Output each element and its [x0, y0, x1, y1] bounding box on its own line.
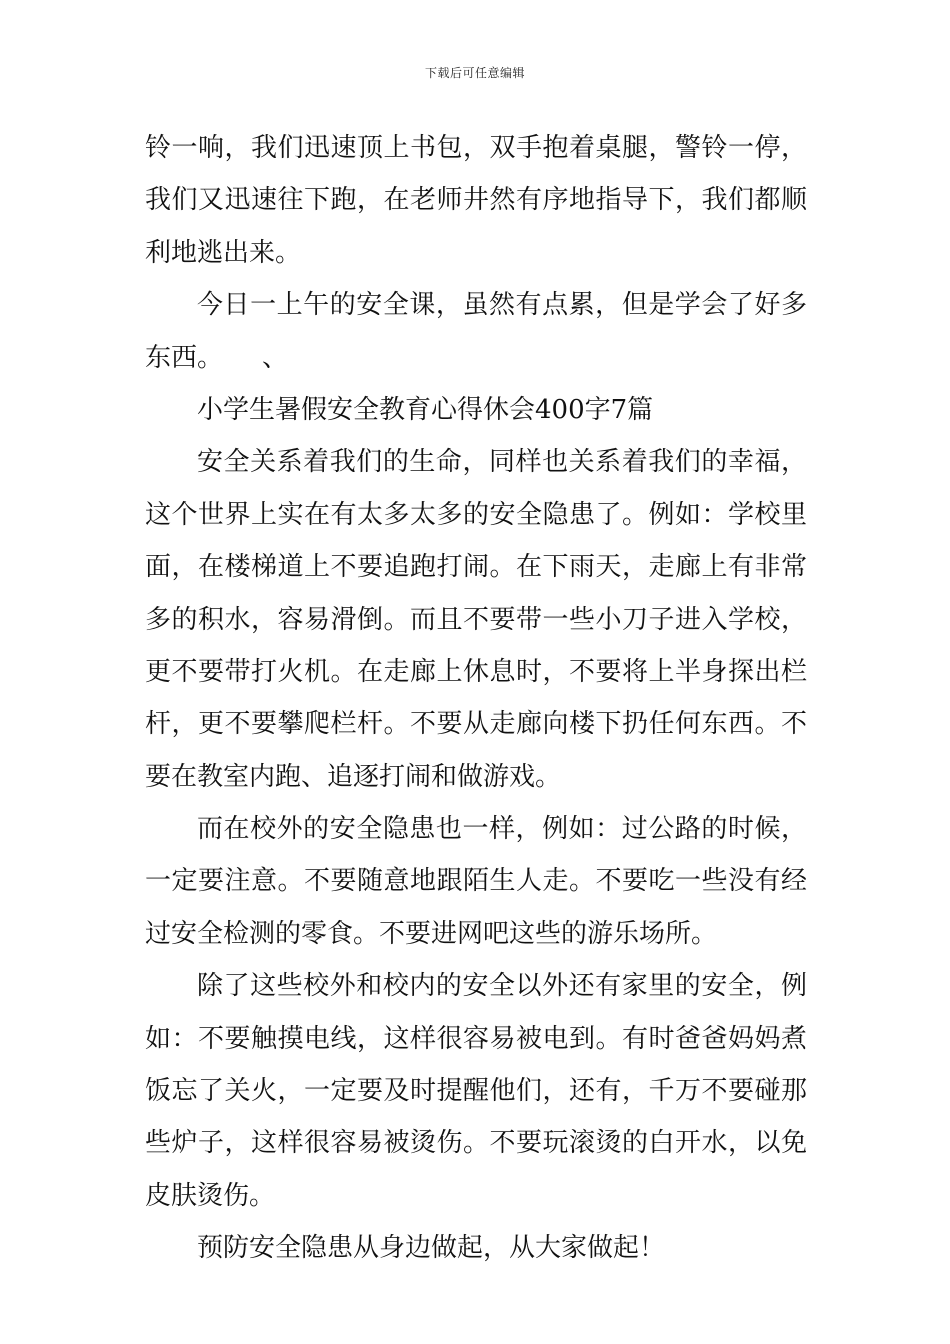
text-line: 安全关系着我们的生命，同样也关系着我们的幸福， [197, 447, 807, 478]
text-line: 利地逃出来。 [145, 237, 302, 268]
text-line: 这个世界上实在有太多太多的安全隐患了。例如：学校里 [145, 499, 807, 530]
text-line: 些炉子，这样很容易被烫伤。不要玩滚烫的白开水，以免 [145, 1128, 807, 1159]
text-line: 我们又迅速往下跑，在老师井然有序地指导下，我们都顺 [145, 185, 807, 216]
text-line: 预防安全隐患从身边做起，从大家做起！ [197, 1233, 666, 1264]
text-line: 更不要带打火机。在走廊上休息时，不要将上半身探出栏 [145, 656, 807, 687]
document-body [145, 122, 807, 1275]
text-line: 皮肤烫伤。 [145, 1180, 276, 1211]
text-line: 今日一上午的安全课，虽然有点累，但是学会了好多 [197, 290, 807, 321]
text-line: 饭忘了关火，一定要及时提醒他们，还有，千万不要碰那 [145, 1076, 807, 1107]
text-line: 除了这些校外和校内的安全以外还有家里的安全，例 [197, 971, 807, 1002]
text-line: 面，在楼梯道上不要追跑打闹。在下雨天，走廊上有非常 [145, 552, 807, 583]
text-line: 东西。 、 [145, 342, 289, 373]
text-line: 而在校外的安全隐患也一样，例如：过公路的时候， [197, 814, 807, 845]
text-line: 多的积水，容易滑倒。而且不要带一些小刀子进入学校， [145, 604, 807, 635]
text-line: 要在教室内跑、追逐打闹和做游戏。 [145, 761, 562, 792]
page-header: 下载后可任意编辑 [424, 66, 525, 80]
text-line: 杆，更不要攀爬栏杆。不要从走廊向楼下扔任何东西。不 [145, 709, 807, 740]
text-line: 一定要注意。不要随意地跟陌生人走。不要吃一些没有经 [145, 866, 807, 897]
text-line: 铃一响，我们迅速顶上书包，双手抱着桌腿，警铃一停， [145, 133, 807, 163]
text-line: 如：不要触摸电线，这样很容易被电到。有时爸爸妈妈煮 [145, 1023, 807, 1054]
text-line: 过安全检测的零食。不要进网吧这些的游乐场所。 [145, 918, 718, 949]
article-title: 小学生暑假安全教育心得休会400字7篇 [197, 394, 654, 425]
